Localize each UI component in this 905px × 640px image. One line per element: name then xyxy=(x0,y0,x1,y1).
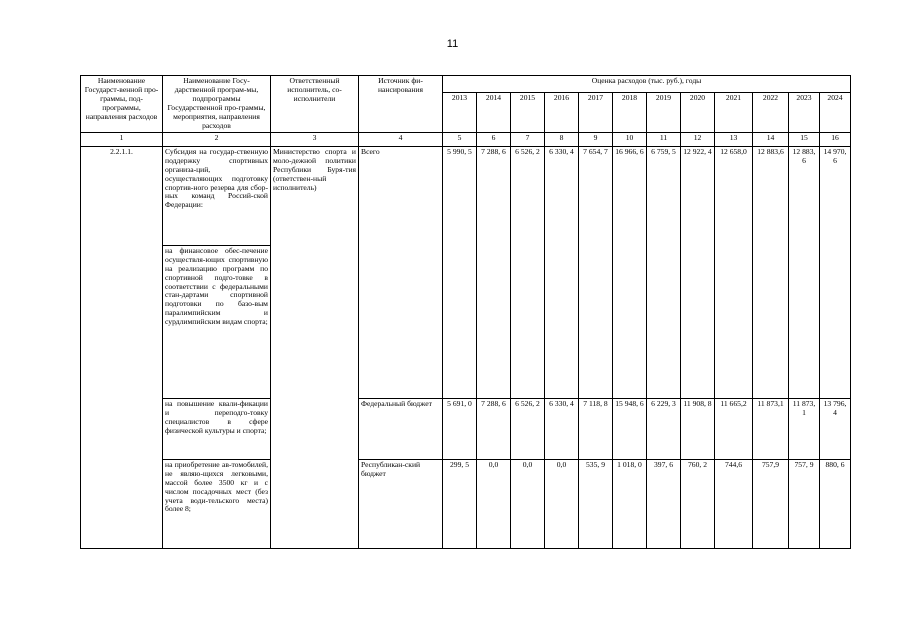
value-cell: 535, 9 xyxy=(579,459,613,548)
value-cell: 6 330, 4 xyxy=(545,398,579,459)
column-number: 14 xyxy=(753,132,789,146)
value-cell: 11 873,1 xyxy=(753,398,789,459)
value-cell: 7 288, 6 xyxy=(477,146,511,398)
value-cell: 0,0 xyxy=(511,459,545,548)
value-cell: 12 883,6 xyxy=(753,146,789,398)
column-number: 3 xyxy=(271,132,359,146)
value-cell: 11 908, 8 xyxy=(681,398,715,459)
header-estimate: Оценка расходов (тыс. руб.), годы xyxy=(443,76,851,93)
table-row xyxy=(81,398,851,459)
column-number: 6 xyxy=(477,132,511,146)
value-cell: 757,9 xyxy=(753,459,789,548)
value-cell: 7 118, 8 xyxy=(579,398,613,459)
value-cell: 7 654, 7 xyxy=(579,146,613,398)
value-cell: 760, 2 xyxy=(681,459,715,548)
value-cell: 12 922, 4 xyxy=(681,146,715,398)
value-cell: 744,6 xyxy=(715,459,753,548)
header-program: Наименование Государст-венной про-граммы, под-программы, направления расходов xyxy=(81,76,163,133)
measure-code: 2.2.1.1. xyxy=(81,146,163,548)
value-cell: 397, 6 xyxy=(647,459,681,548)
value-cell: 1 018, 0 xyxy=(613,459,647,548)
column-number: 7 xyxy=(511,132,545,146)
value-cell: 6 330, 4 xyxy=(545,146,579,398)
source-federal: Федеральный бюджет xyxy=(359,398,443,459)
value-cell: 6 526, 2 xyxy=(511,146,545,398)
year-cell: 2015 xyxy=(511,93,545,133)
column-number: 12 xyxy=(681,132,715,146)
year-cell: 2021 xyxy=(715,93,753,133)
column-number: 1 xyxy=(81,132,163,146)
value-cell: 15 948, 6 xyxy=(613,398,647,459)
year-cell: 2019 xyxy=(647,93,681,133)
budget-table xyxy=(80,75,851,549)
header-row xyxy=(81,76,851,93)
column-number: 5 xyxy=(443,132,477,146)
year-cell: 2022 xyxy=(753,93,789,133)
value-cell: 6 759, 5 xyxy=(647,146,681,398)
source-republican: Республикан-ский бюджет xyxy=(359,459,443,548)
year-cell: 2017 xyxy=(579,93,613,133)
value-cell: 7 288, 6 xyxy=(477,398,511,459)
page-number: 11 xyxy=(446,38,459,50)
value-cell: 5 990, 5 xyxy=(443,146,477,398)
value-cell: 14 970, 6 xyxy=(820,146,851,398)
year-cell: 2016 xyxy=(545,93,579,133)
header-source: Источник фи-нансирования xyxy=(359,76,443,133)
column-number: 10 xyxy=(613,132,647,146)
responsible-executor: Министерство спорта и моло-дежной политики Республики Буря-тия (ответствен-ный исполнитель) xyxy=(271,146,359,548)
measure-item: на финансовое обес-печение осуществля-ющих спортивную на реализацию программ по спортивной подго-товке в соответствии с федеральными стан-дартами спортивной подготовки по базо-вым паралимпийским и сурдлимпийским видам спорта; xyxy=(163,245,271,398)
header-activity: Наименование Госу-дарственной програм-мы, подпрограммы Государственной про-граммы, мероприятия, направления расходов xyxy=(163,76,271,133)
year-cell: 2020 xyxy=(681,93,715,133)
column-number: 4 xyxy=(359,132,443,146)
year-cell: 2014 xyxy=(477,93,511,133)
column-number-row xyxy=(81,132,851,146)
value-cell: 880, 6 xyxy=(820,459,851,548)
value-cell: 6 229, 3 xyxy=(647,398,681,459)
value-cell: 757, 9 xyxy=(789,459,820,548)
value-cell: 12 658,0 xyxy=(715,146,753,398)
source-total: Всего xyxy=(359,146,443,398)
year-cell: 2024 xyxy=(820,93,851,133)
measure-item: на приобретение ав-томобилей, не являю-щихся легковыми, массой более 3500 кг и с числом посадочных мест (без учета води-тельского места) более 8; xyxy=(163,459,271,548)
year-cell: 2023 xyxy=(789,93,820,133)
value-cell: 6 526, 2 xyxy=(511,398,545,459)
column-number: 13 xyxy=(715,132,753,146)
table-row xyxy=(81,146,851,245)
column-number: 16 xyxy=(820,132,851,146)
year-cell: 2018 xyxy=(613,93,647,133)
table-row xyxy=(81,459,851,548)
value-cell: 13 796, 4 xyxy=(820,398,851,459)
column-number: 2 xyxy=(163,132,271,146)
year-cell: 2013 xyxy=(443,93,477,133)
value-cell: 11 873, 1 xyxy=(789,398,820,459)
value-cell: 16 966, 6 xyxy=(613,146,647,398)
value-cell: 0,0 xyxy=(477,459,511,548)
value-cell: 11 665,2 xyxy=(715,398,753,459)
value-cell: 0,0 xyxy=(545,459,579,548)
value-cell: 299, 5 xyxy=(443,459,477,548)
value-cell: 12 883, 6 xyxy=(789,146,820,398)
column-number: 9 xyxy=(579,132,613,146)
column-number: 11 xyxy=(647,132,681,146)
header-executor: Ответственный исполнитель, со-исполнители xyxy=(271,76,359,133)
measure-item: на повышение квали-фикации и переподго-товку специалистов в сфере физической культуры и спорта; xyxy=(163,398,271,459)
value-cell: 5 691, 0 xyxy=(443,398,477,459)
column-number: 8 xyxy=(545,132,579,146)
column-number: 15 xyxy=(789,132,820,146)
measure-title: Субсидия на государ-ственную поддержку спортивных организа-ций, осуществляющих подготовку спортив-ного резерва для сбор-ных команд Россий-ской Федерации: xyxy=(163,146,271,245)
